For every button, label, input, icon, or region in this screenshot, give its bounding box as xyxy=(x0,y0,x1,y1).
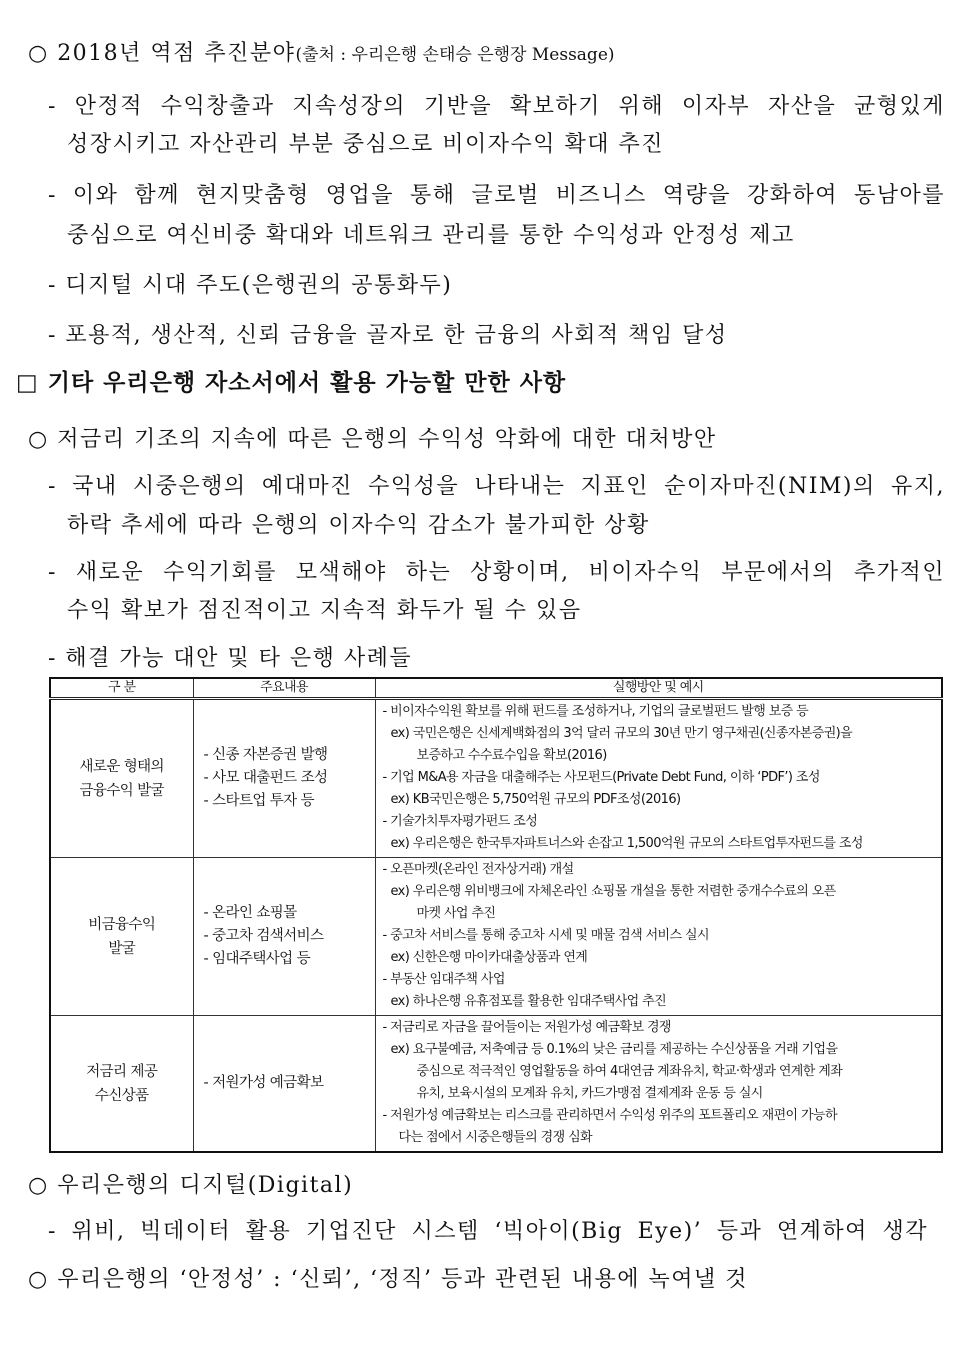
bullet-line: - 위비, 빅데이터 활용 기업진단 시스템 ‘빅아이(Big Eye)’ 등과 연계하여 생각 xyxy=(48,1219,928,1244)
subsection-title-stability: ○ 우리은행의 ‘안정성’ : ‘신뢰’, ‘정직’ 등과 관련된 내용에 녹여낼 것 xyxy=(28,1267,749,1292)
bullet-line-cont: 성장시키고 자산관리 부분 중심으로 비이자수익 확대 추진 xyxy=(67,132,665,157)
row-items: - 신종 자본증권 발행 - 사모 대출펀드 조성 - 스타트업 투자 등 xyxy=(193,699,375,858)
row-category: 비금융수익 발굴 xyxy=(50,858,193,1016)
header-main-content: 주요내용 xyxy=(193,678,375,699)
row-items: - 저원가성 예금확보 xyxy=(193,1016,375,1153)
bullet-line: - 이와 함께 현지맞춤형 영업을 통해 글로벌 비즈니스 역량을 강화하여 동남아를 xyxy=(48,183,945,208)
bullet-line: - 국내 시중은행의 예대마진 수익성을 나타내는 지표인 순이자마진(NIM)의 유지, xyxy=(48,474,945,499)
row-category: 저금리 제공 수신상품 xyxy=(50,1016,193,1153)
bullet-line: - 디지털 시대 주도(은행권의 공통화두) xyxy=(48,273,453,298)
section-title-2018: ○ 2018년 역점 추진분야(출처 : 우리은행 손태승 은행장 Message) xyxy=(28,41,615,66)
bullet-line: - 포용적, 생산적, 신뢰 금융을 골자로 한 금융의 사회적 책임 달성 xyxy=(48,323,728,348)
subsection-title-digital: ○ 우리은행의 디지털(Digital) xyxy=(28,1173,354,1198)
row-details: - 오픈마켓(온라인 전자상거래) 개설 ex) 우리은행 위비뱅크에 자체온라인 쇼핑몰 개설을 통한 저렴한 중개수수료의 오픈 마켓 사업 추진 - 중고차 서비스를 통해 중고차 시세 및 매물 검색 서비스 실시 ex) 신한은행 마이카대출상품과 연계 - 부동산 임대주책 사업 ex) 하나은행 유휴점포를 활용한 임대주택사업 추진 xyxy=(375,858,942,1016)
row-category: 새로운 형태의 금융수익 발굴 xyxy=(50,699,193,858)
table-row xyxy=(50,858,942,1016)
row-details: - 저금리로 자금을 끌어들이는 저원가성 예금확보 경쟁 ex) 요구불예금, 저축예금 등 0.1%의 낮은 금리를 제공하는 수신상품을 거래 기업을 중심으로 적극적인 영업활동을 하여 4대연금 계좌유치, 학교·학생과 연계한 계좌 유치, 보육시설의 모계좌 유치, 카드가맹점 결제계좌 운동 등 실시 - 저원가성 예금확보는 리스크를 관리하면서 수익성 위주의 포트폴리오 재편이 가능하 다는 점에서 시중은행들의 경쟁 심화 xyxy=(375,1016,942,1153)
row-items: - 온라인 쇼핑몰 - 중고차 검색서비스 - 임대주택사업 등 xyxy=(193,858,375,1016)
subsection-title-low-rate: ○ 저금리 기조의 지속에 따른 은행의 수익성 악화에 대한 대처방안 xyxy=(28,427,717,452)
table-row xyxy=(50,699,942,858)
table-row xyxy=(50,1016,942,1153)
bullet-line: - 안정적 수익창출과 지속성장의 기반을 확보하기 위해 이자부 자산을 균형있게 xyxy=(48,94,945,119)
bullet-line-cont: 수익 확보가 점진적이고 지속적 화두가 될 수 있음 xyxy=(67,598,582,623)
source-note: (출처 : 우리은행 손태승 은행장 Message) xyxy=(295,45,615,65)
bullet-line-cont: 중심으로 여신비중 확대와 네트워크 관리를 통한 수익성과 안정성 제고 xyxy=(67,223,795,248)
header-category: 구 분 xyxy=(50,678,193,699)
bullet-line-cont: 하락 추세에 따라 은행의 이자수익 감소가 불가피한 상황 xyxy=(67,513,650,538)
table-header-row xyxy=(50,678,942,699)
row-details: - 비이자수익원 확보를 위해 펀드를 조성하거나, 기업의 글로벌펀드 발행 보증 등 ex) 국민은행은 신세계백화점의 3억 달러 규모의 30년 만기 영구채권(신종자본증권)을 보증하고 수수료수입을 확보(2016) - 기업 M&A용 자금을 대출해주는 사모펀드(Private Debt Fund, 이하 ‘PDF’) 조성 ex) KB국민은행은 5,750억원 규모의 PDF조성(2016) - 기술가치투자평가펀드 조성 ex) 우리은행은 한국투자파트너스와 손잡고 1,500억원 규모의 스타트업투자펀드를 조성 xyxy=(375,699,942,858)
bullet-line: - 해결 가능 대안 및 타 은행 사례들 xyxy=(48,646,413,671)
section-heading: □ 기타 우리은행 자소서에서 활용 가능할 만한 사항 xyxy=(16,370,567,396)
bullet-line: - 새로운 수익기회를 모색해야 하는 상황이며, 비이자수익 부문에서의 추가적인 xyxy=(48,560,945,585)
header-execution: 실행방안 및 예시 xyxy=(375,678,942,699)
cases-table xyxy=(49,677,943,1153)
